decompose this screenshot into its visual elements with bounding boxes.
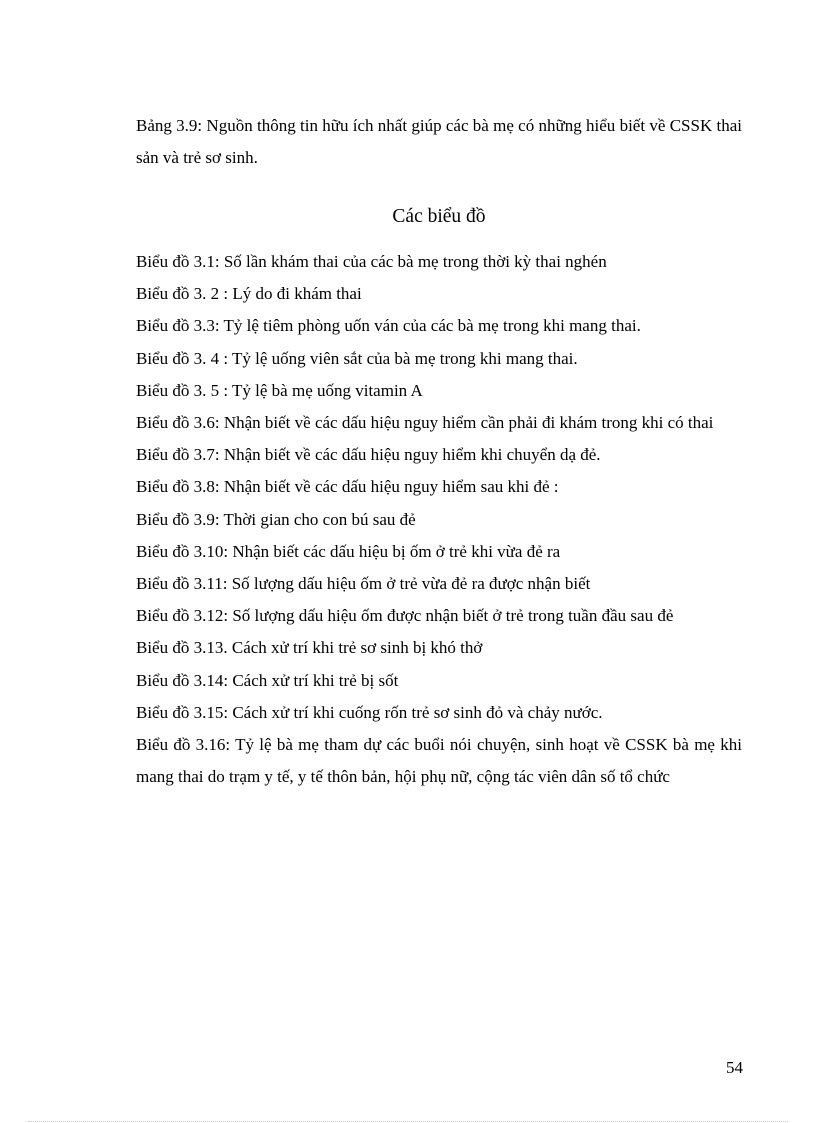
chart-list-item: Biểu đồ 3.1: Số lần khám thai của các bà mẹ trong thời kỳ thai nghén — [136, 252, 607, 271]
chart-list-item: Biểu đồ 3.10: Nhận biết các dấu hiệu bị ốm ở trẻ khi vừa đẻ ra — [136, 541, 561, 561]
chart-list-item: Biểu đồ 3. 5 : Tỷ lệ bà mẹ uống vitamin A — [136, 380, 423, 400]
page-content — [136, 110, 742, 793]
chart-list-item: Biểu đồ 3.3: Tỷ lệ tiêm phòng uốn ván của các bà mẹ trong khi mang thai. — [136, 316, 641, 336]
chart-list-item: Biểu đồ 3.13. Cách xử trí khi trẻ sơ sinh bị khó thở — [136, 638, 483, 658]
chart-list-item: Biểu đồ 3.11: Số lượng dấu hiệu ốm ở trẻ vừa đẻ ra được nhận biết — [136, 574, 591, 594]
section-title: Các biểu đồ — [392, 206, 486, 227]
chart-list-item: Biểu đồ 3.12: Số lượng dấu hiệu ốm được nhận biết ở trẻ trong tuần đầu sau đẻ — [136, 606, 674, 626]
page-bottom-divider — [28, 1121, 788, 1122]
chart-list-item: Biểu đồ 3.9: Thời gian cho con bú sau đẻ — [136, 509, 416, 529]
page-number: 54 — [726, 1058, 743, 1077]
chart-list-item: Biểu đồ 3.14: Cách xử trí khi trẻ bị sốt — [136, 670, 399, 690]
chart-list-item: Biểu đồ 3.7: Nhận biết về các dấu hiệu nguy hiểm khi chuyển dạ đẻ. — [136, 445, 601, 465]
chart-list-item: Biểu đồ 3.8: Nhận biết về các dấu hiệu nguy hiểm sau khi đẻ : — [136, 477, 559, 497]
chart-list-item: Biểu đồ 3. 2 : Lý do đi khám thai — [136, 284, 362, 304]
chart-list-item: Biểu đồ 3.15: Cách xử trí khi cuống rốn trẻ sơ sinh đỏ và chảy nước. — [136, 702, 603, 722]
chart-list — [136, 246, 742, 793]
chart-list-item: Biểu đồ 3. 4 : Tỷ lệ uống viên sắt của bà mẹ trong khi mang thai. — [136, 348, 578, 368]
table-caption-line: Bảng 3.9: Nguồn thông tin hữu ích nhất giúp các bà mẹ có những hiểu biết về CSSK thai sản và trẻ sơ sinh. — [136, 116, 742, 167]
chart-list-item: Biểu đồ 3.6: Nhận biết về các dấu hiệu nguy hiểm cần phải đi khám trong khi có thai — [136, 413, 714, 433]
chart-list-item: Biểu đồ 3.16: Tỷ lệ bà mẹ tham dự các buổi nói chuyện, sinh hoạt về CSSK bà mẹ khi mang thai do trạm y tế, y tế thôn bản, hội phụ nữ, cộng tác viên dân số tổ chức — [136, 735, 742, 787]
